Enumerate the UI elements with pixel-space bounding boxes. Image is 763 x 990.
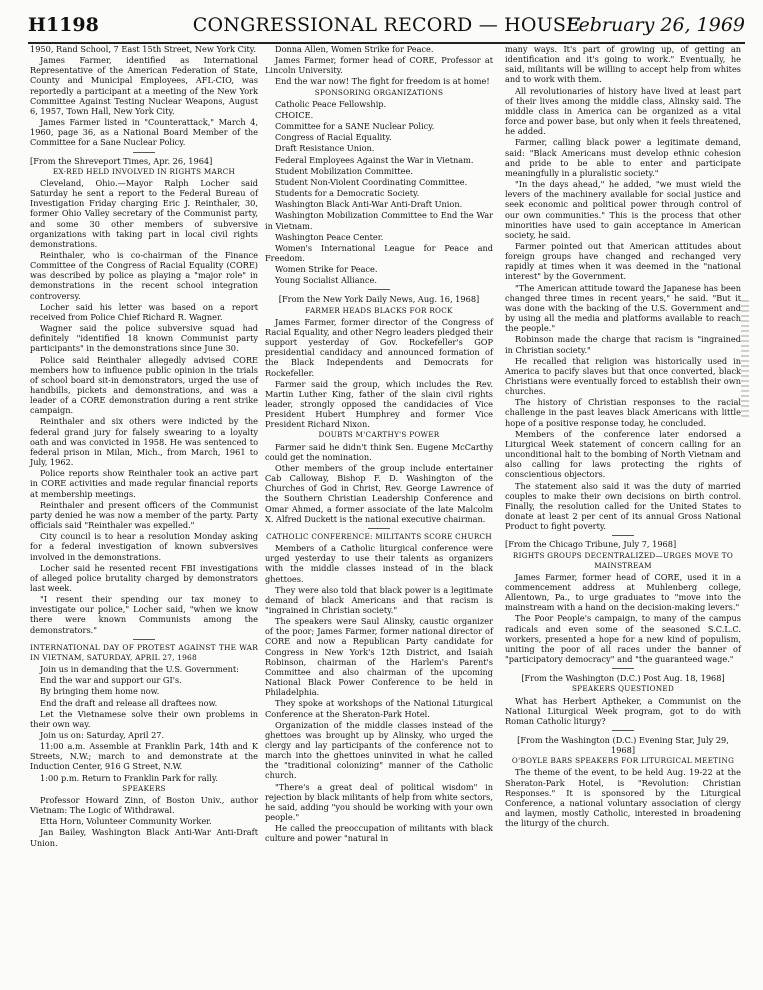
body-paragraph: Farmer said the group, which includes the Rev. Martin Luther King, father of the slain civil rights leader, strongly opposed the candidacies of Vice President Hubert Humphrey and former Vice President Richard Nixon. (265, 378, 493, 430)
body-paragraph: James Farmer, former director of the Congress of Racial Equality, and other Negro leaders pledged their support yesterday of Gov. Rockefeller's GOP presidential candidacy and announced formation of the Black Independents and Democrats for Rockefeller. (265, 316, 493, 378)
body-paragraph: Members of a Catholic liturgical conference were urged yesterday to use their talents as organizers with the middle classes instead of in the black ghettoes. (265, 543, 493, 584)
body-paragraph: Join us on: Saturday, April 27. (40, 730, 165, 740)
body-paragraph: Washington Peace Center. (275, 231, 384, 242)
body-paragraph: "I resent their spending our tax money to investigate our police," Locher said, "when we know there were known Communists among the demonstrators." (30, 594, 258, 635)
body-paragraph: 1:00 p.m. Return to Franklin Park for rally. (40, 772, 218, 783)
column-3 (505, 44, 741, 829)
body-paragraph: What has Herbert Aptheker, a Communist on the National Liturgical Week program, got to do with Roman Catholic liturgy? (505, 695, 741, 726)
body-paragraph: many ways. It's part of growing up, of getting an identification and it's going to work." Eventually, he said, militants will be willing to accept help from whites and to work with them. (505, 44, 741, 85)
body-paragraph: "There's a great deal of political wisdom" in rejection by black militants of help from white sectors, he said, adding "you should be working with your own people." (265, 781, 493, 823)
body-paragraph: James Farmer, former head of CORE, Professor at Lincoln University. (265, 55, 493, 76)
issue-date: February 26, 1969 (566, 14, 745, 36)
body-paragraph: 11:00 a.m. Assemble at Franklin Park, 14th and K Streets, N.W.; march to and demonstrate at the Induction Center, 916 G Street, N.W. (30, 741, 258, 772)
body-paragraph: Professor Howard Zinn, of Boston Univ., author Vietnam: The Logic of Withdrawal. (30, 794, 258, 816)
section-divider (612, 535, 634, 536)
body-paragraph: CHOICE. (275, 109, 314, 120)
body-paragraph: "In the days ahead," he added, "we must wield the levers of the machinery available for social justice and seek economic and political power through control of our own communities." This is the process that other minorities have used to gain acceptance in American society, he said. (505, 179, 741, 240)
section-divider (368, 289, 390, 290)
article-headline: DOUBTS M'CARTHY'S POWER (318, 430, 440, 440)
body-paragraph: By bringing them home now. (40, 686, 160, 697)
article-headline: O'BOYLE BARS SPEAKERS FOR LITURGICAL MEETING (511, 756, 735, 766)
source-citation: [From the Washington (D.C.) Post Aug. 18, 1968] (521, 673, 725, 684)
body-paragraph: Reinthaler and present officers of the Communist party denied he was now a member of the party. Party officials said "Reinthaler was expelled." (30, 499, 258, 531)
body-paragraph: Locher said he resented recent FBI investigations of alleged police brutality charged by demonstrators last week. (30, 562, 258, 593)
body-paragraph: Cleveland, Ohio.—Mayor Ralph Locher said Saturday he sent a report to the Federal Bureau of Investigation Friday charging Eric J. Reinthaler, 30, former Ohio Valley secretary of the Communist party, and some 30 other members of subversive organizations with taking part in local civil rights demonstrations. (30, 177, 258, 249)
section-divider (368, 528, 390, 529)
body-paragraph: Washington Mobilization Committee to End the War in Vietnam. (265, 210, 493, 231)
body-paragraph: Student Non-Violent Coordinating Committee. (275, 176, 468, 187)
body-paragraph: Students for a Democratic Society. (275, 188, 420, 199)
body-paragraph: Farmer pointed out that American attitudes about foreign groups have changed and rechanged very rapidly at times when it was deemed in the "national interest" by the Government. (505, 240, 741, 282)
body-paragraph: 1950, Rand School, 7 East 15th Street, New York City. (30, 44, 256, 54)
body-paragraph: James Farmer listed in "Counterattack," March 4, 1960, page 36, as a National Board Member of the Committee for a Sane Nuclear Policy. (30, 117, 258, 148)
article-headline: RIGHTS GROUPS DECENTRALIZED—URGES MOVE TO MAINSTREAM (512, 550, 734, 570)
page-header (28, 8, 745, 44)
article-headline: EX-RED HELD INVOLVED IN RIGHTS MARCH (52, 166, 236, 176)
body-paragraph: Draft Resistance Union. (275, 143, 375, 154)
body-paragraph: All revolutionaries of history have lived at least part of their lives among the middle class, Alinsky said. The middle class in America can be organized as a vital force and power base, but only when it feels threatened, he added. (505, 85, 741, 137)
body-paragraph: Federal Employees Against the War in Vietnam. (275, 154, 474, 165)
body-paragraph: Women Strike for Peace. (275, 264, 378, 275)
body-paragraph: They spoke at workshops of the National Liturgical Conference at the Sheraton-Park Hotel. (265, 698, 493, 719)
body-paragraph: The Poor People's campaign, to many of the campus radicals and even some of the seasoned S.C.L.C. workers, presented a hope for a new kind of populism, uniting the poor of all races under the banner of "participatory democracy" and "the guaranteed wage." (505, 613, 741, 665)
body-paragraph: Washington Black Anti-War Anti-Draft Union. (275, 199, 463, 210)
body-paragraph: Locher said his letter was based on a report received from Police Chief Richard R. Wagner. (30, 301, 258, 322)
article-headline: SPONSORING ORGANIZATIONS (314, 87, 444, 97)
body-paragraph: Student Mobilization Committee. (275, 165, 413, 176)
body-paragraph: Reinthaler and six others were indicted by the federal grand jury for falsely swearing to a loyalty oath and was convicted in 1958. He was sentenced to federal prison in Milan, Mich., from March, 1961 to July, 1962. (30, 416, 258, 468)
body-paragraph: Donna Allen, Women Strike for Peace. (275, 44, 434, 54)
body-paragraph: Farmer, calling black power a legitimate demand, said: "Black Americans must develop ethnic cohesion and pride to be able to enter and participate meaningfully in a pluralistic society." (505, 137, 741, 178)
body-paragraph: James Farmer, former head of CORE, used it in a commencement address at Muhlenberg college, Allentown, Pa., to urge graduates to "move into the mainstream with a hand on the decision-making levers." (505, 571, 741, 613)
article-headline: CATHOLIC CONFERENCE: MILITANTS SCORE CHURCH (266, 531, 492, 541)
body-paragraph: The theme of the event, to be held Aug. 19-22 at the Sheraton-Park Hotel, is "Revolution: Christian Responses." It is sponsored by the Liturgical Conference, a national voluntary association of clergy and laymen, mostly Catholic, interested in broadening the liturgy of the church. (505, 767, 741, 829)
notice-heading: INTERNATIONAL DAY OF PROTEST AGAINST THE WAR IN VIETNAM, SATURDAY, APRIL 27, 1968 (30, 642, 258, 662)
body-paragraph: Organization of the middle classes instead of the ghettoes was brought up by Alinsky, who urged the clergy and lay participants of the conference not to march into the ghettoes uninvited in what he called the "traditional colonizing" manner of the Catholic church. (265, 719, 493, 781)
margin-stamp (741, 300, 749, 420)
body-paragraph: Farmer said he didn't think Sen. Eugene McCarthy could get the nomination. (265, 441, 493, 462)
body-paragraph: Police said Reinthaler allegedly advised CORE members how to influence public opinion in the trials of school board sit-in demonstrators, urged the use of handbills, pickets and demonstrations, and was a leader of a CORE demonstration during a rent strike campaign. (30, 354, 258, 416)
body-paragraph: Etta Horn, Volunteer Community Worker. (40, 816, 212, 827)
body-paragraph: [From the Chicago Tribune, July 7, 1968] (505, 539, 677, 550)
body-paragraph: Reinthaler, who is co-chairman of the Finance Committee of the Congress of Racial Equality (CORE) was described by police as playing a "major role" in demonstrations in the recent school integration controversy. (30, 249, 258, 301)
section-divider (133, 152, 155, 153)
body-paragraph: The history of Christian responses to the racial challenge in the past leaves black Americans with little hope of a positive response today, he concluded. (505, 397, 741, 428)
body-paragraph: City council is to hear a resolution Monday asking for a federal investigation of known subversives involved in the demonstrations. (30, 531, 258, 562)
article-headline: FARMER HEADS BLACKS FOR ROCK (305, 305, 453, 315)
publication-title: CONGRESSIONAL RECORD — HOUSE (192, 14, 581, 36)
body-paragraph: Members of the conference later endorsed a Liturgical Week statement of concern calling for an unconditional halt to the bombing of North Vietnam and also calling for laws protecting the rights of conscientious objectors. (505, 428, 741, 480)
section-divider (612, 668, 634, 669)
body-paragraph: End the draft and release all draftees now. (40, 697, 218, 708)
body-paragraph: Committee for a SANE Nuclear Policy. (275, 121, 435, 132)
body-paragraph: "The American attitude toward the Japanese has been changed three times in recent years," he said. "But it was done with the backing of the U.S. Government and by using all the media and platforms available to reach the people." (505, 282, 741, 334)
body-paragraph: Robinson made the charge that racism is "ingrained in Christian society." (505, 334, 741, 355)
article-headline: SPEAKERS QUESTIONED (571, 684, 675, 694)
body-paragraph: Catholic Peace Fellowship. (275, 98, 387, 109)
section-divider (133, 639, 155, 640)
body-paragraph: Congress of Racial Equality. (275, 132, 392, 143)
body-paragraph: [From the Shreveport Times, Apr. 26, 1964] (30, 155, 213, 166)
body-paragraph: Police reports show Reinthaler took an active part in CORE activities and made regular financial reports at membership meetings. (30, 468, 258, 499)
body-paragraph: End the war and support our GI's. (40, 675, 182, 686)
body-paragraph: Other members of the group include entertainer Cab Calloway, Bishop F. D. Washington of the Churches of God in Christ, Rev. George Lawrence of the Southern Christian Leadership Conference and Omar Ahmed, a former associate of the late Malcolm X. Alfred Duckett is the national executive chairman. (265, 462, 493, 524)
body-paragraph: Join us in demanding that the U.S. Government: (40, 664, 239, 675)
source-citation: [From the Washington (D.C.) Evening Star, July 29, 1968] (517, 735, 729, 756)
page-number: H1198 (28, 14, 99, 36)
body-paragraph: Wagner said the police subversive squad had definitely "identified 18 known Communist party participants" in the demonstrations since June 30. (30, 323, 258, 354)
column-2 (265, 44, 493, 845)
body-paragraph: Young Socialist Alliance. (275, 275, 377, 286)
body-paragraph: Jan Bailey, Washington Black Anti-War Anti-Draft Union. (30, 827, 258, 848)
body-paragraph: The speakers were Saul Alinsky, caustic organizer of the poor; James Farmer, former national director of CORE and now a Republican Party candidate for Congress in New York's 12th District, and Isaiah Robinson, chairman of the Harlem's Parent's Committee and also chairman of the upcoming National Black Power Conference to be held in Philadelphia. (265, 616, 493, 698)
article-headline: SPEAKERS (122, 783, 166, 793)
body-paragraph: The statement also said it was the duty of married couples to make their own decisions on birth control. Finally, the resolution called for the United States to donate at least 2 per cent of its annual Gross National Product to fight poverty. (505, 480, 741, 532)
body-paragraph: He called the preoccupation of militants with black culture and power "natural in (265, 823, 493, 844)
body-paragraph: End the war now! The fight for freedom is at home! (275, 76, 490, 87)
body-paragraph: Let the Vietnamese solve their own problems in their own way. (30, 708, 258, 729)
section-divider (612, 730, 634, 731)
body-paragraph: He recalled that religion was historically used in America to pacify slaves but that once converted, black Christians were eventually forced to establish their own churches. (505, 355, 741, 397)
body-paragraph: James Farmer, identified as International Representative of the American Federation of State, County and Municipal Employees, AFL-CIO, was reportedly a participant at a meeting of the New York Committee Against Testing Nuclear Weapons, August 6, 1957, Town Hall, New York City. (30, 55, 258, 116)
body-paragraph: They were also told that black power is a legitimate demand of black Americans and that racism is "ingrained in Christian society." (265, 584, 493, 615)
source-citation: [From the New York Daily News, Aug. 16, 1968] (278, 294, 480, 305)
column-1 (30, 44, 258, 849)
body-paragraph: Women's International League for Peace and Freedom. (265, 242, 493, 263)
